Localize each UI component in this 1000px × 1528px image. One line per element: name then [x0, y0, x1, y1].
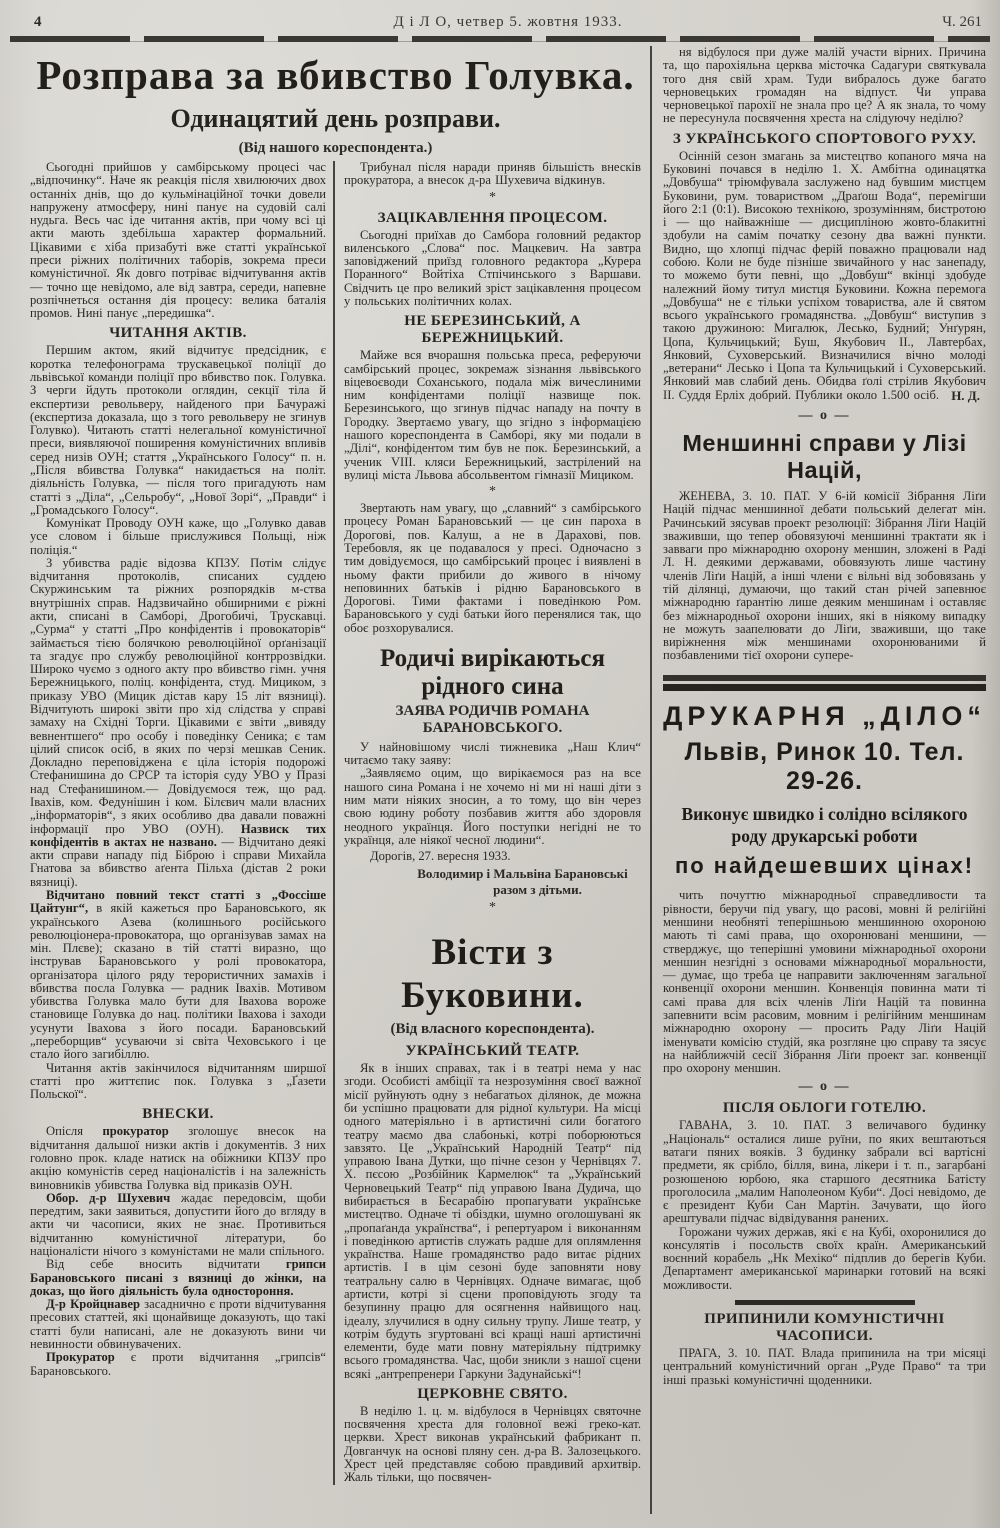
lead-subheadline: Одинацятий день розправи.: [170, 104, 501, 134]
author-initials: Н. Д.: [951, 388, 980, 404]
paragraph: ГАВАНА, 3. 10. ПАТ. З величавого будинку „Національ“ осталися лише руїни, по яких вештаються ватаги пяних вояків. З будинку забрали всі вартісні предмети, як срібло, білля, вина, лікери і т. п., загарбані розюшеною юрбою, яка старшого десятника Батісту проголосила „малим Наполеоном Куби“. Досі невідомо, де є президент Куби Сан Мартін. Зачувати, що його арештували підчас відвідування ранених.: [663, 1118, 986, 1226]
rule-bar: [663, 684, 986, 691]
paragraph-text: жадає передовсім, щоби передтим, заки заявиться, допустити його до вгляду в акти чи часописи, яких не знає. Противиться відчитанню комуністичної літератури, бо націоналісти нічого з комуністами не мали спільного.: [30, 1190, 326, 1258]
star-separator: *: [489, 484, 496, 500]
page-number: 4: [34, 14, 42, 30]
advert-address: Львів, Ринок 10. Тел. 29-26.: [684, 737, 965, 795]
paragraph: Сьогодні приїхав до Самбора головний редактор виленського „Слова“ пос. Мацкевич. На завтра заповіджений приїзд головного редактора „Курера Поранного“ Войтіха Стпічинського з Варшави. Свідчить це про великий зріст зацікавлення процесом у польських політичних колах.: [344, 227, 641, 309]
advert-title: ДРУКАРНЯ „ДІЛО“: [663, 700, 986, 731]
paragraph-text: — Відчитано деякі акти справи нападу під Біброю і справи Михайла Гнатова за вбивство аґента Пільха (дістав 2 роки вязниці).: [30, 834, 326, 889]
paragraph-bold: Відчитано повний текст статті з „Фоссіше Цайтунг“,: [30, 887, 326, 916]
paragraph-bold: Д-р Кройцнавер: [46, 1297, 140, 1312]
paragraph: [30, 1298, 326, 1351]
paragraph: У найновішому числі тижневика „Наш Клич“ читаємо таку заяву:: [344, 739, 641, 768]
paragraph: Горожани чужих держав, які є на Кубі, охоронилися до консулятів і посольств своїх країн. Американський воєнний корабель „Нк Мехіко“ підплив до берегів Куби. Департамент американської маринарки готовий на всякі можливости.: [663, 1224, 986, 1292]
paragraph: ПРАГА, 3. 10. ПАТ. Влада припинила на три місяці центральний комуністичний орган „Руде Право“ та три інші празькі комуністичні щоденники.: [663, 1346, 986, 1387]
lead-article-columns: [30, 161, 641, 1485]
section-title-cerkovne-sviato: ЦЕРКОВНЕ СВЯТО.: [417, 1385, 568, 1402]
paragraph-text: Опісля: [46, 1124, 103, 1139]
article-headline-rodychi: Родичі вирікаються рідного сина: [380, 644, 605, 700]
lead-article-header: [30, 46, 641, 161]
section-title-berezynskyi: НЕ БЕРЕЗИНСЬКИЙ, А БЕРЕЖНИЦЬКИЙ.: [404, 313, 581, 347]
paragraph-bold: прокуратор: [102, 1124, 169, 1139]
article-headline-menshyny: Меншинні справи у Лізі Націй,: [682, 430, 967, 484]
paragraph: Звертають нам увагу, що „славний“ з самбірського процесу Роман Барановський — це син пароха в Дорогові, пов. Калуш, а не в Дарахові, пов. Теребовля, як це подавалося у пресі. Одночасно з тим довідуємося, що самбірський процес і виявлені в ньому факти прибили до живого в нічому неповинних батьків і рідню Барановського в Дорогові. Тими фактами і поведінкою Ром. Барановського у суді батьки його перенялися так, що обоє розхорувалися.: [344, 501, 641, 635]
section-title-sport: З УКРАЇНСЬКОГО СПОРТОВОГО РУХУ.: [672, 130, 977, 147]
star-separator: *: [489, 900, 496, 916]
main-article-area: [30, 46, 652, 1514]
article-headline-bukovyna: Вісти з Буковини.: [401, 932, 584, 1017]
paragraph: Осінній сезон змагань за мистецтво копаного мяча на Буковині почався в неділю 1. X. Амбітна одинацятка „Довбуша“ тріюмфувала заслужено над бувшим мистцем Буковини, рум. товариством „Драґош Вода“, перемігши його 2:1 (0:1). Високою технікою, зрозумінням, бистротою і — що найважніше — дисципліною жовто-блакитні здобули на самім початку сезону два важні пункти. Видно, що хлопці підчас ферій поважно працювали над собою. Коли не буде пізніше звичайного у нас занепаду, то можемо бути певні, що „Довбуш“ вкінці здобуде належний йому титул мистця Буковини. Кожна перемога „Довбуша“ не є тільки успіхом товариства, але й святом всього українського громадянства. „Довбуш“ виступив з такою дружиною: Мигалюк, Лесько, Будний; Унґурян, Цопа, Кульчицький; Буш, Якубович ІІ., Лавтербах, Янковий, Суховерський. Визначилися вічно молоді „ветерани“ Лесько і Цопа та Кульчицький і Суховерський. Янковий мав слабий день. Обидва ґолі стрілив Якубович ІІ. Суддя Ерліх добрий. Публики около 1.500 осіб.: [663, 148, 986, 402]
paragraph: Як в інших справах, так і в театрі нема у нас згоди. Особисті амбіції та незрозуміння своєї важної місії руйнують одну з небагатьох ділянок, де можна би успішно працювати для рідної культури. На місці одного матеріяльно і в артистичні сили богатого театру маємо два слабонькі, котрі поборюються завзято. Це „Український Народній Театр“ під управою Івана Дутки, що пічне сезон у Чернівцях 7. X. пєсою „Розбійник Кармелюк“ та „Український Черновецький Театр“ під управою Івана Дудича, що вибирається в Бесарабію пропагувати українське мистецтво. Одначе ті обіздки, шумно оголошувані як „пропаґанда українства“, і репертуаром і виконанням і поведінкою артистів служать радше для оплямлення українства. Наше громадянство радо витає рідних артистів. І в цім сезоні буде заповняти нову театральну салю в Чернівцях. Одначе вимагає, щоб артисти, котрі зі сцени проповідують згоду та безупинну працю для осягнення найвищого нац. ідеалу, злучилися в одну сильну трупу. Лише театр, у котрім будуть згуртовані всі кращі наші артистичні елементи, буде мати повну матеріяльну підтримку всього громадянства. Час, щоби зникли з нашої сцени всякі „антрепренери Гаркуни Задунайські“!: [344, 1061, 641, 1381]
paragraph: [30, 557, 326, 889]
lead-headline: Розправа за вбивство Голувка.: [36, 52, 635, 98]
paragraph: Трибунал після наради приняв більшість внесків прокуратора, а внесок д-ра Шухевича відкинув.: [344, 161, 641, 188]
paragraph-text: Від себе вносить відчитати: [46, 1257, 286, 1272]
paragraph: [30, 1351, 326, 1378]
paragraph: ня відбулося при дуже малій участи вірних. Причина та, що парохіяльна церква місточка Садагури святкувала того дня свій храм. Туди вибралось дуже багато черновецьких громадян на відпуст. Чи управа черновецької парохії не знала про це? А як знала, то чому не пересунула посвячення хреста на слідуючу неділю?: [663, 46, 986, 126]
paragraph-text: є проти відчитання „грипсів“ Барановського.: [30, 1350, 326, 1378]
bukovyna-byline: (Від власного кореспондента).: [390, 1021, 595, 1038]
paragraph-text: зголошує внесок на відчитання дальшої низки актів і документів. З них головно прок. кладе натиск на обіжники КПЗУ про акцію комуністів серед націоналістів і на залежність виновників убивства Голувка від приказів ОУН.: [30, 1124, 326, 1192]
paragraph-bold: Прокуратор: [46, 1350, 115, 1365]
lead-byline: (Від нашого кореспондента.): [238, 140, 433, 157]
section-title-vnesky: ВНЕСКИ.: [142, 1106, 214, 1123]
paragraph-text: в якій кажеться про Барановського, як українського Азева (колишнього російського революціонера-провокатора, що організував замах на мін. Плєве); сказано в тій статті виразно, що інстрував Барановського у ролі провокатора, організатора цілого ряду терористичних замахів і вбивства посла Голувка — радник Івахів. Мотивом убивства Голувка мало бути для Івахова вороже становище Голувка до нац. політики Івахова і заходи усунути Івахова з його посади. Барановський „переборщив“ усуваючи зі світа Чеховського і це стало його загибіллю.: [30, 901, 326, 1062]
star-separator: *: [489, 189, 496, 205]
o-separator: — о —: [798, 1079, 851, 1095]
paragraph: „Заявляємо оцим, що вирікаємося раз на все нашого сина Романа і не хочемо ні ми ні наші діти з ним мати ніяких зносин, а то тому, що він через свою юдину роботу позбавив життя або здоровля неодного українця. Його поступки негідні не то українця, але ніякої чесної людини“.: [344, 766, 641, 847]
paragraph: [30, 1258, 326, 1298]
paragraph-bold: Обор. д-р Шухевич: [46, 1190, 171, 1205]
paragraph: Комунікат Проводу ОУН каже, що „Голувко давав усе словом і більше прислужився Польщі, ніж поліція.“: [30, 516, 326, 557]
section-title-hotel: ПІСЛЯ ОБЛОГИ ГОТЕЛЮ.: [722, 1100, 927, 1117]
dateline: Дорогів, 27. вересня 1933.: [370, 849, 511, 864]
page-content: [0, 42, 1000, 1514]
page-header: [0, 0, 1000, 34]
advert-top-rule: [663, 675, 986, 691]
paragraph: [30, 1192, 326, 1258]
advert-slogan: по найдешевших цінах!: [674, 853, 975, 879]
column-right: [652, 46, 986, 1514]
printing-house-advert: [663, 701, 986, 880]
paragraph: [30, 889, 326, 1062]
paragraph-text: З убивства радіє відозва КПЗУ. Потім слідує відчитання протоколів, списаних суддею Скуржинським та ріжних розпорядків м-ства внутрішніх справ. Надзвичайно обширними є ріжні акти, списані в Самборі, Дрогобичі, Трускавці. „Сурма“ у статті „Про конфідентів і провокаторів“ займається тією болячкою революційної орґанізації та згадує про службу революційної контррозвідки. Широко чуємо з одного акту про вбивство гімн. учня Бережницького, поліц. конфідента, студ. Мициком, з приказу УВО (Мицик дістав кару 15 літ вязниці). Відчитують широкі звіти про хід слідства у справі замаху на Східні Торги. Цікавими є звіти „вивяду вевнентшего“ про особу і поведінку Сеника; є там цілий список осіб, в яких по черзі мешкав Сеник. Докладно переповіджена є ціла історія подорожі Стефанишина до СРСР та історія суду УВО у Празі над Стефанишином.— Довідуємося теж, що рад. Івахів, ком. Федунішин і ком. Білєвич мали власних „інформаторів“, з яких особливо два давали поважні інформації про УВО (ОУН).: [30, 555, 326, 836]
paragraph-bold: Назвиск тих конфідентів в актах не названо.: [30, 821, 326, 849]
paragraph: Майже вся вчорашня польська преса, реферуючи самбірський процес, зокремаж зізнання львівського віцевоєводи Соханського, подала між вичеслиними ним конфідентами поліції назвище пок. Березинського, що згинув підчас нападу на почту в Городку. Звертаємо увагу, що згідно з інформацією нашого кореспондента в Самборі, яку ми подали в „Ділі“, конфідентом тим був не пок. Березинський, а ученик VIII. кляси Бережницький, застрілений на вулиці міста Львова абсольвентом гімназії Мициком.: [344, 348, 641, 482]
column-middle: [335, 161, 641, 1485]
issue-number: Ч. 261: [942, 14, 982, 30]
section-title-teatr: УКРАЇНСЬКИЙ ТЕАТР.: [405, 1043, 580, 1060]
section-divider-rule: [735, 1300, 915, 1305]
signature-line: Володимир і Мальвіна Барановські: [417, 866, 628, 882]
paragraph: ЖЕНЕВА, 3. 10. ПАТ. У 6-ій комісії Зібрання Ліґи Націй підчас меншинної дебати польський делегат мін. Рачинський зясував проект резолюції: Зібрання Ліґи Націй зваживши, що тепер обовязуючі меншинні трактати як і завваги про міжнародню охорону меншин, зложені в Раді Л. Н. деякими державами, обовязують лише частину членів Ліґи Націй, а інші члени є вільні від зобовязань у тій ділянці, думаючи, що такий стан річей запевнює міжнародню ґарантію лише деяким меншинам і оставляє без міжнародньої охорони інших, які в ніякому випадку не можуть заапелювати до Ліґи, зваживши, що таке виріжнення між меншинами охоронюваними й позбавленими тієї охорони супере-: [663, 489, 986, 663]
column-left: [30, 161, 335, 1485]
paragraph: чить почуттю міжнародньої справедливости та рівности, беручи під увагу, що расові, мовні й релігійні меншини необняті теперішньою меншинною охороною мають ті самі права, що охоронювані меншини, — стверджує, що теперішні умовини міжнародньої охорони меншин незгідні з основами міжнародньої моральности, — думає, що треба це направити заключенням загальної конвенції охорони меншин. Конвенція повинна мати ті самі права для всіх членів Ліґи Націй та повинна запевнити всім расовим, мовним і релігійним меншинам міжнародню охорону — просить Раду Ліґи Націй іменувати комісію студій, яка розгляне цю справу та зясує на найближчій сесії Зібрання Ліґи проект заг. конвенції про охорону меншин.: [663, 888, 986, 1076]
section-title-prypynyly: ПРИПИНИЛИ КОМУНІСТИЧНІ ЧАСОПИСИ.: [704, 1311, 945, 1345]
masthead-dateline: Д і Л О, четвер 5. жовтня 1933.: [393, 14, 623, 30]
rule-bar: [663, 675, 986, 681]
paragraph-text: засаднично є проти відчитування пресових статтей, які щонайвище доказують, що такі статті були написані, але не доказують вини чи невинности обвинувачених.: [30, 1297, 326, 1351]
paragraph: Сьогодні прийшов у самбірському процесі час „відпочинку“. Наче як реакція після хвилюючих двох останніх днів, що до кульмінаційної точки довели напружену атмосферу, нині панує на судовій салі нудьга. Весь час іде читання актів, при чому всі ці акти мають здебільша характер формальний. Цікавими є хіба призабуті вже статті української преси ріжних політичних таборів, зокрема преси комуністичної. Як довго потріває відчитування актів — точно ще невідомо, але від завтра, середи, напевне розпічнеться остання дія процесу: велика баталія промов. Нині панує „передишка“.: [30, 161, 326, 321]
article-subheadline-zaiava: ЗАЯВА РОДИЧІВ РОМАНА БАРАНОВСЬКОГО.: [395, 702, 590, 736]
paragraph: Читання актів закінчилося відчитанням ширшої статті про життєпис пок. Голувка з „Ґазети Польскої“.: [30, 1060, 326, 1102]
paragraph-bold: грипси Барановського писані з вязниці до жінки, на доказ, що його діяльність була одностороння.: [30, 1257, 326, 1298]
section-title-chytannia-aktiv: ЧИТАННЯ АКТІВ.: [109, 325, 247, 342]
paragraph: В неділю 1. ц. м. відбулося в Чернівцях святочне посвячення хреста для головної вежі греко-кат. церкви. Хрест виконав український фабрикант п. Довганчук на основі пляну сен. д-ра В. Залозецького. Хрест цей представляє собою правдивий архитвір. Жаль тільки, що посвячен-: [344, 1403, 641, 1485]
paragraph: Першим актом, який відчитує предсідник, є коротка телефонограма трускавецької поліції до львівської команди поліції про вбивство пок. Голувка. З черги йдуть протоколи оглядин, секції тіла й експертизи револьверу, найденого при Бачуражі (експертиза доказала, що з того револьверу не згинув Голувко). Читають статті нелегальної комуністичної преси, виявляючої поширення комуністичних впливів серед низів ОУН; стаття „Українського Голосу“ п. н. „Після вбивства Голувка“ накидається на політ. діяльність Голувка, — після того пригадують нам статті з „Діла“, „Сельробу“, „Нової Зорі“, „Правди“ і „Громадського Голосу“.: [30, 343, 326, 517]
paragraph: [30, 1125, 326, 1191]
o-separator: — о —: [798, 408, 851, 424]
signature-line: разом з дітьми.: [493, 882, 582, 898]
advert-text: Виконує швидко і солідно всілякого роду друкарські роботи: [681, 803, 968, 846]
section-title-zacikavlennia: ЗАЦІКАВЛЕННЯ ПРОЦЕСОМ.: [377, 209, 608, 226]
